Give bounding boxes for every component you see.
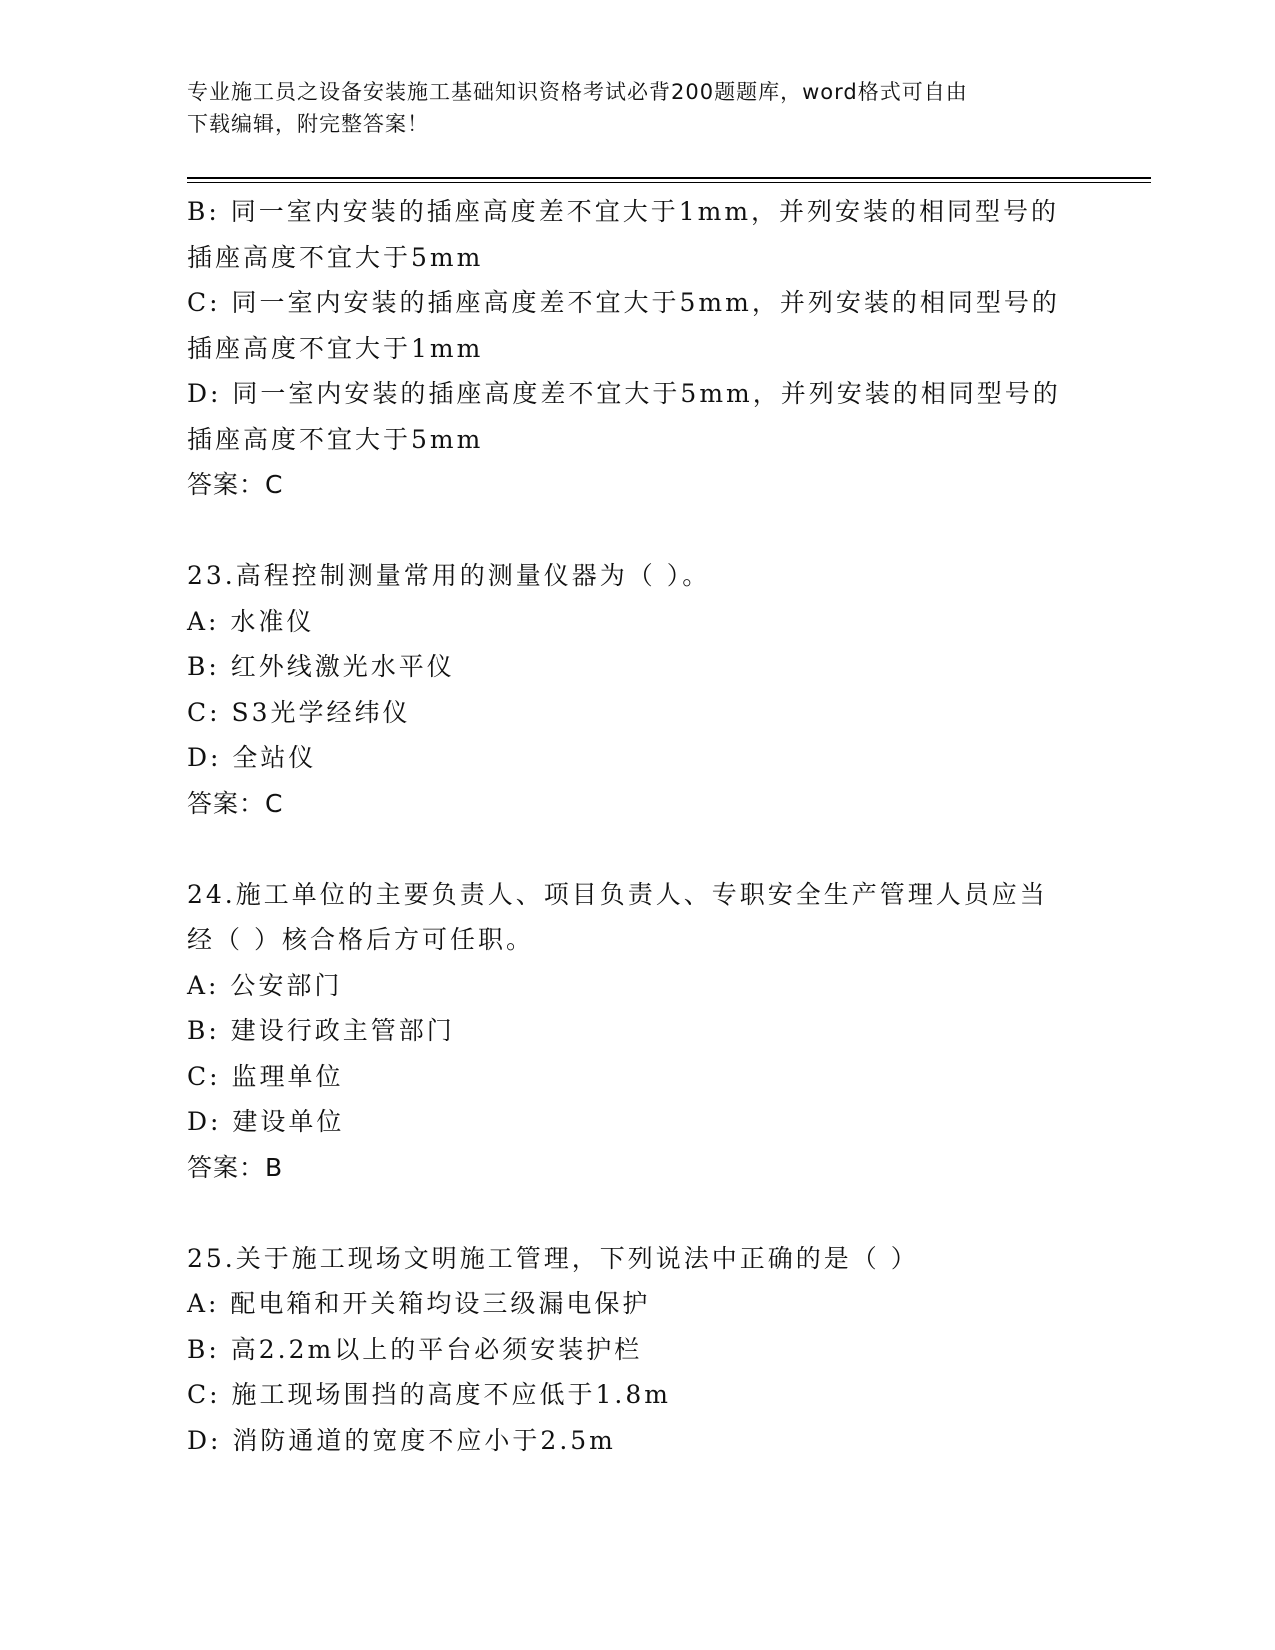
question-list	[187, 189, 1087, 1463]
header-divider-thin	[187, 182, 1151, 183]
option-b: B: 建设行政主管部门	[187, 1016, 455, 1045]
option-b-line-1: B: 同一室内安装的插座高度差不宜大于1mm，并列安装的相同型号的	[187, 197, 1060, 226]
question-25	[187, 1236, 1087, 1464]
option-b: B: 高2.2m以上的平台必须安装护栏	[187, 1334, 643, 1364]
option-a: A: 水准仪	[187, 606, 315, 636]
prev-question	[187, 189, 1087, 508]
answer-label: 答案：B	[187, 1152, 284, 1182]
option-c: C: 施工现场围挡的高度不应低于1.8m	[187, 1380, 671, 1409]
answer-label: 答案：C	[187, 470, 284, 499]
option-c: C: S3光学经纬仪	[187, 697, 411, 727]
question-stem-line-1: 24.施工单位的主要负责人、项目负责人、专职安全生产管理人员应当	[187, 879, 1048, 909]
question-23	[187, 553, 1087, 826]
question-stem: 25.关于施工现场文明施工管理，下列说法中正确的是（ ）	[187, 1243, 919, 1273]
option-a: A: 公安部门	[187, 970, 343, 1000]
option-a: A: 配电箱和开关箱均设三级漏电保护	[187, 1289, 651, 1318]
option-b-line-2: 插座高度不宜大于5mm	[187, 242, 484, 272]
question-stem-line-2: 经（ ）核合格后方可任职。	[187, 925, 534, 954]
answer-label: 答案：C	[187, 788, 284, 818]
document-header	[187, 76, 1067, 140]
option-d-line-1: D: 同一室内安装的插座高度差不宜大于5mm，并列安装的相同型号的	[187, 379, 1061, 408]
header-line-2: 下载编辑，附完整答案！	[187, 112, 429, 136]
option-d: D: 全站仪	[187, 743, 317, 772]
option-c-line-2: 插座高度不宜大于1mm	[187, 333, 484, 363]
option-b: B: 红外线激光水平仪	[187, 652, 455, 681]
spacer	[187, 1190, 1087, 1236]
header-line-1: 专业施工员之设备安装施工基础知识资格考试必背200题题库，word格式可自由	[187, 80, 968, 104]
question-stem: 23.高程控制测量常用的测量仪器为（ ）。	[187, 561, 711, 590]
header-divider-thick	[187, 177, 1151, 179]
option-d: D: 建设单位	[187, 1107, 345, 1136]
option-d-line-2: 插座高度不宜大于5mm	[187, 424, 484, 454]
spacer	[187, 508, 1087, 554]
option-c: C: 监理单位	[187, 1061, 344, 1091]
spacer	[187, 826, 1087, 872]
question-24	[187, 872, 1087, 1191]
option-c-line-1: C: 同一室内安装的插座高度差不宜大于5mm，并列安装的相同型号的	[187, 288, 1060, 317]
option-d: D: 消防通道的宽度不应小于2.5m	[187, 1425, 616, 1455]
